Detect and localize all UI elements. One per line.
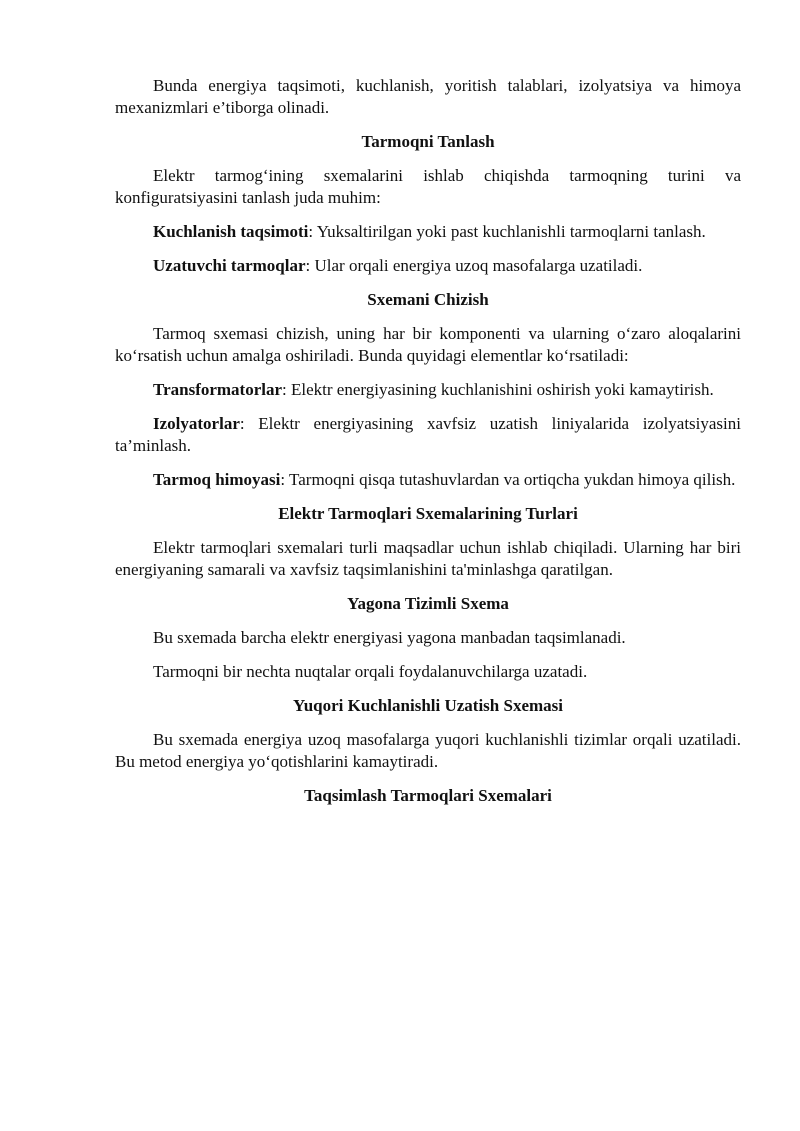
paragraph-text: Bu sxemada barcha elektr energiyasi yagona manbadan taqsimlanadi. [153,628,626,647]
term-paragraph [115,413,741,457]
paragraph-text: Elektr tarmog‘ining sxemalarini ishlab chiqishda tarmoqning turini va konfiguratsiyasini tanlash juda muhim: [115,166,741,207]
paragraph-text: Tarmoqni bir nechta nuqtalar orqali foydalanuvchilarga uzatadi. [153,662,588,681]
term-paragraph [115,469,741,491]
intro-paragraph: Bunda energiya taqsimoti, kuchlanish, yoritish talablari, izolyatsiya va himoya mexanizmlari e’tiborga olinadi. [115,76,741,117]
body-paragraph [115,627,741,649]
section-heading: Sxemani Chizish [367,290,489,309]
term-definition: : Ular orqali energiya uzoq masofalarga uzatiladi. [305,256,643,275]
section-heading: Yagona Tizimli Sxema [347,594,509,613]
body-paragraph [115,165,741,209]
term-label: Tarmoq himoyasi [153,470,281,489]
term-label: Kuchlanish taqsimoti [153,222,309,241]
section-heading: Yuqori Kuchlanishli Uzatish Sxemasi [292,696,564,715]
term-paragraph [115,255,741,277]
term-label: Transformatorlar [153,380,283,399]
paragraph-text: Elektr tarmoqlari sxemalari turli maqsadlar uchun ishlab chiqiladi. Ularning har biri energiyaning samarali va xavfsiz taqsimlanishini ta'minlashga qaratilgan. [115,538,741,579]
term-definition: : Elektr energiyasining kuchlanishini oshirish yoki kamaytirish. [282,380,714,399]
term-definition: : Elektr energiyasining xavfsiz uzatish liniyalarida izolyatsiyasini ta’minlash. [115,414,741,455]
section-heading: Elektr Tarmoqlari Sxemalarining Turlari [278,504,578,523]
body-paragraph [115,661,741,683]
term-label: Uzatuvchi tarmoqlar [153,256,306,275]
body-paragraph [115,729,741,773]
term-definition: : Yuksaltirilgan yoki past kuchlanishli tarmoqlarni tanlash. [308,222,706,241]
term-paragraph [115,221,741,243]
term-label: Izolyatorlar [153,414,240,433]
body-paragraph [115,537,741,581]
paragraph-text: Tarmoq sxemasi chizish, uning har bir komponenti va ularning o‘zaro aloqalarini ko‘rsatish uchun amalga oshiriladi. Bunda quyidagi elementlar ko‘rsatiladi: [115,324,741,365]
body-paragraph [115,323,741,367]
document-body [115,75,741,819]
section-heading: Tarmoqni Tanlash [361,132,495,151]
paragraph-text: Bu sxemada energiya uzoq masofalarga yuqori kuchlanishli tizimlar orqali uzatiladi. Bu metod energiya yo‘qotishlarini kamaytiradi. [115,730,741,771]
section-heading: Taqsimlash Tarmoqlari Sxemalari [304,786,552,805]
term-definition: : Tarmoqni qisqa tutashuvlardan va ortiqcha yukdan himoya qilish. [280,470,736,489]
term-paragraph [115,379,741,401]
